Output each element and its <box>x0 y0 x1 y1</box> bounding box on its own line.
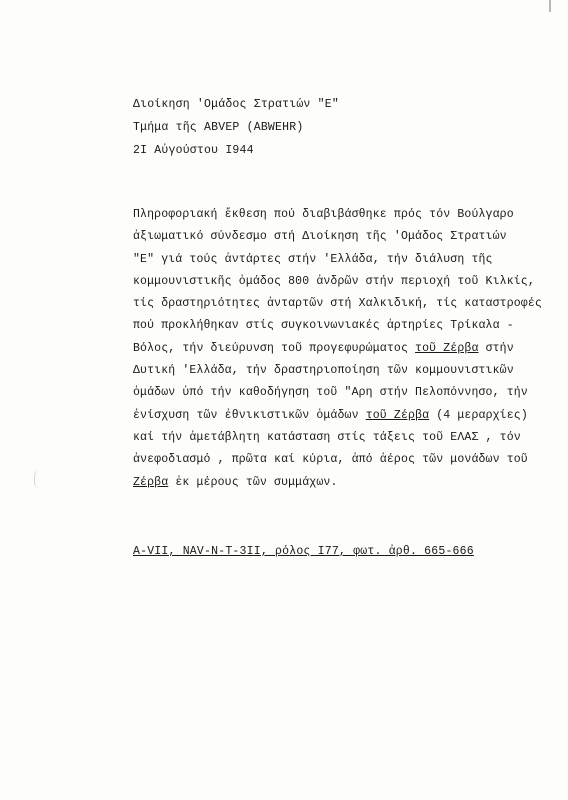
header-date: 2I Αὐγούστου I944 <box>133 144 254 157</box>
body-line: Πληροφοριακή ἔκθεση πού διαβιβάσθηκε πρός τόν Βούλγαρο <box>133 208 514 221</box>
header-line-1: Διοίκηση 'Ομάδος Στρατιών "Ε" <box>133 98 339 111</box>
body-line: τίς δραστηριότητες ἀνταρτῶν στή Χαλκιδική, τίς καταστροφές <box>133 297 542 311</box>
body-text: ἐνίσχυση τῶν ἐθνικιστικῶν ὁμάδων <box>133 408 366 422</box>
scan-mark <box>549 0 551 12</box>
body-text: Βόλος, τήν διεύρυνση τοῦ προγεφυρώματος <box>133 341 416 355</box>
body-line: πού προκλήθηκαν στίς συγκοινωνιακές ἀρτηρίες Τρίκαλα - <box>133 319 514 333</box>
body-text: ἐκ μέρους τῶν συμμάχων. <box>168 475 338 489</box>
body-line: Δυτική 'Ελλάδα, τήν δραστηριοποίηση τῶν κομμουνιστικῶν <box>133 364 514 378</box>
underlined-name: Ζέρβα <box>133 475 169 489</box>
body-text: στήν <box>478 341 514 355</box>
body-text: (4 μεραρχίες) <box>429 408 528 422</box>
body-line <box>133 405 553 427</box>
document-header <box>133 93 339 162</box>
report-summary <box>133 204 553 494</box>
body-line: ἀνεφοδιασμό , πρῶτα καί κύρια, ἀπό ἀέρος τῶν μονάδων τοῦ <box>133 453 528 467</box>
body-line <box>133 338 553 360</box>
punch-hole-mark <box>34 470 41 488</box>
underlined-name: τοῦ Ζέρβα <box>415 341 479 355</box>
body-line <box>133 472 553 494</box>
underlined-name: τοῦ Ζέρβα <box>365 408 430 422</box>
body-line: καί τήν ἀμετάβλητη κατάσταση στίς τάξεις τοῦ ΕΛΑΣ , τόν <box>133 430 521 444</box>
body-line: κομμουνιστικῆς ὁμάδος 800 ἀνδρῶν στήν περιοχή τοῦ Κιλκίς, <box>133 274 535 288</box>
body-line: "Ε" γιά τούς ἀντάρτες στήν 'Ελλάδα, τήν διάλυση τῆς <box>133 252 493 266</box>
body-line: ἀξιωματικό σύνδεσμο στή Διοίκηση τῆς 'Ομάδος Στρατιών <box>133 230 507 244</box>
header-line-2: Τμήμα τῆς ABVEP (ABWEHR) <box>133 121 304 134</box>
body-line: ὁμάδων ὑπό τήν καθοδήγηση τοῦ "Αρη στήν Πελοπόννησο, τήν <box>133 386 528 400</box>
archive-reference: A-VII, NAV-N-T-3II, ρόλος I77, φωτ. ἀρθ. 665-666 <box>133 545 474 558</box>
